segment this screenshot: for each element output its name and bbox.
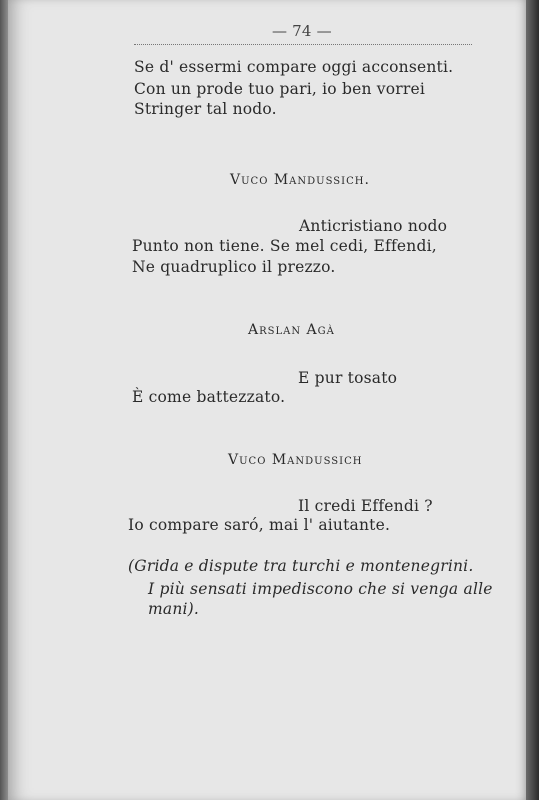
stage-direction-line: mani).: [148, 600, 200, 618]
verse-line: Ne quadruplico il prezzo.: [132, 258, 336, 276]
verse-line: Con un prode tuo pari, io ben vorrei: [134, 80, 425, 98]
header-rule: [134, 44, 472, 45]
stage-direction-line: I più sensati impediscono che si venga alle: [148, 580, 493, 598]
verse-line: Stringer tal nodo.: [134, 100, 277, 118]
speaker-name: Arslan Agà: [248, 322, 335, 338]
verse-line: E pur tosato: [298, 369, 398, 387]
verse-line: È come battezzato.: [132, 388, 286, 406]
verse-line: Il credi Effendi ?: [298, 497, 433, 515]
left-page-edge: [0, 0, 8, 800]
verse-line: Io compare saró, mai l' aiutante.: [128, 516, 391, 534]
verse-line: Anticristiano nodo: [299, 217, 448, 235]
right-page-edge: [526, 0, 539, 800]
speaker-name: Vuco Mandussich.: [230, 172, 370, 188]
verse-line: Punto non tiene. Se mel cedi, Effendi,: [132, 237, 437, 255]
speaker-name: Vuco Mandussich: [228, 452, 363, 468]
stage-direction-line: (Grida e dispute tra turchi e montenegrini.: [128, 557, 474, 575]
page-number: — 74 —: [272, 22, 332, 40]
verse-line: Se d' essermi compare oggi acconsenti.: [134, 58, 454, 76]
